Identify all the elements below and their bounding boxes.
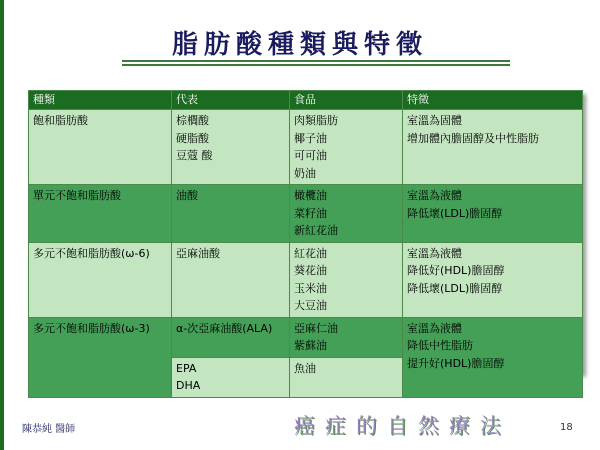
cell-line: 奶油	[294, 166, 316, 180]
cell-line: 室溫為液體	[407, 189, 462, 202]
cell-line: 菜籽油	[294, 206, 327, 220]
title-underline-bottom	[122, 64, 510, 66]
cell-type	[29, 110, 172, 185]
header-examples: 代表	[172, 91, 290, 110]
cell-line: 魚油	[294, 361, 316, 375]
cell-line: α-次亞麻油酸(ALA)	[176, 321, 273, 335]
cell-line: 葵花油	[294, 264, 327, 277]
cell-foods	[290, 110, 403, 185]
cell-line: 降低好(HDL)膽固醇	[407, 264, 505, 277]
cell-line: 增加體內膽固醇及中性脂肪	[407, 131, 539, 145]
cell-line: 降低壞(LDL)膽固醇	[407, 281, 503, 295]
fatty-acid-table-container	[28, 90, 582, 392]
cell-examples	[172, 185, 290, 243]
cell-line: 硬脂酸	[176, 131, 209, 145]
footer-slogan: 癌症的自然療法	[294, 414, 511, 438]
cell-line: 椰子油	[294, 131, 327, 145]
cell-line: 提升好(HDL)膽固醇	[407, 356, 505, 370]
cell-traits	[403, 317, 583, 397]
cell-type	[29, 317, 172, 397]
page-number: 18	[560, 422, 573, 433]
cell-line: 室溫為固體	[407, 114, 462, 127]
table-row-omega6	[29, 242, 583, 317]
cell-line: 肉類脂肪	[294, 114, 338, 127]
cell-foods	[290, 185, 403, 243]
cell-line: 降低中性脂肪	[407, 339, 473, 352]
cell-line: 亞麻油酸	[176, 246, 220, 260]
cell-line: EPA	[176, 361, 197, 375]
cell-line: 可可油	[294, 149, 327, 162]
header-foods: 食品	[290, 91, 403, 110]
table-header-row	[29, 91, 583, 110]
cell-line: 油酸	[176, 189, 198, 202]
cell-text: 飽和脂肪酸	[33, 114, 88, 127]
fatty-acid-table	[28, 90, 583, 398]
cell-examples	[172, 242, 290, 317]
cell-examples	[172, 317, 290, 357]
cell-text: 單元不飽和脂肪酸	[33, 189, 121, 202]
cell-line: 降低壞(LDL)膽固醇	[407, 206, 503, 220]
cell-line: 玉米油	[294, 281, 327, 295]
cell-traits	[403, 110, 583, 185]
slide-title: 脂肪酸種類與特徵	[171, 30, 428, 60]
cell-examples	[172, 110, 290, 185]
cell-foods	[290, 242, 403, 317]
cell-line: 紫蘇油	[294, 339, 327, 352]
cell-line: 紅花油	[294, 246, 327, 260]
cell-line: 室溫為液體	[407, 246, 462, 260]
cell-foods	[290, 357, 403, 397]
cell-line: 豆蔻 酸	[176, 149, 213, 162]
footer-author: 陳恭純 醫師	[22, 424, 76, 435]
cell-examples	[172, 357, 290, 397]
title-underline-top	[122, 60, 510, 62]
header-traits: 特徵	[403, 91, 583, 110]
cell-line: 橄欖油	[294, 189, 327, 202]
cell-type	[29, 185, 172, 243]
cell-line: 棕櫚酸	[176, 114, 209, 127]
cell-text: 多元不飽和脂肪酸(ω-3)	[33, 321, 150, 335]
cell-traits	[403, 185, 583, 243]
cell-text: 多元不飽和脂肪酸(ω-6)	[33, 246, 150, 260]
cell-line: 室溫為液體	[407, 321, 462, 335]
slide-left-border	[0, 0, 4, 450]
cell-line: 新紅花油	[294, 224, 338, 237]
table-row-monounsaturated	[29, 185, 583, 243]
cell-line: 大豆油	[294, 299, 327, 312]
cell-line: 亞麻仁油	[294, 321, 338, 335]
cell-type	[29, 242, 172, 317]
cell-line: DHA	[176, 379, 201, 392]
cell-traits	[403, 242, 583, 317]
cell-foods	[290, 317, 403, 357]
table-row-saturated	[29, 110, 583, 185]
table-row-omega3-ala	[29, 317, 583, 357]
header-type: 種類	[29, 91, 172, 110]
